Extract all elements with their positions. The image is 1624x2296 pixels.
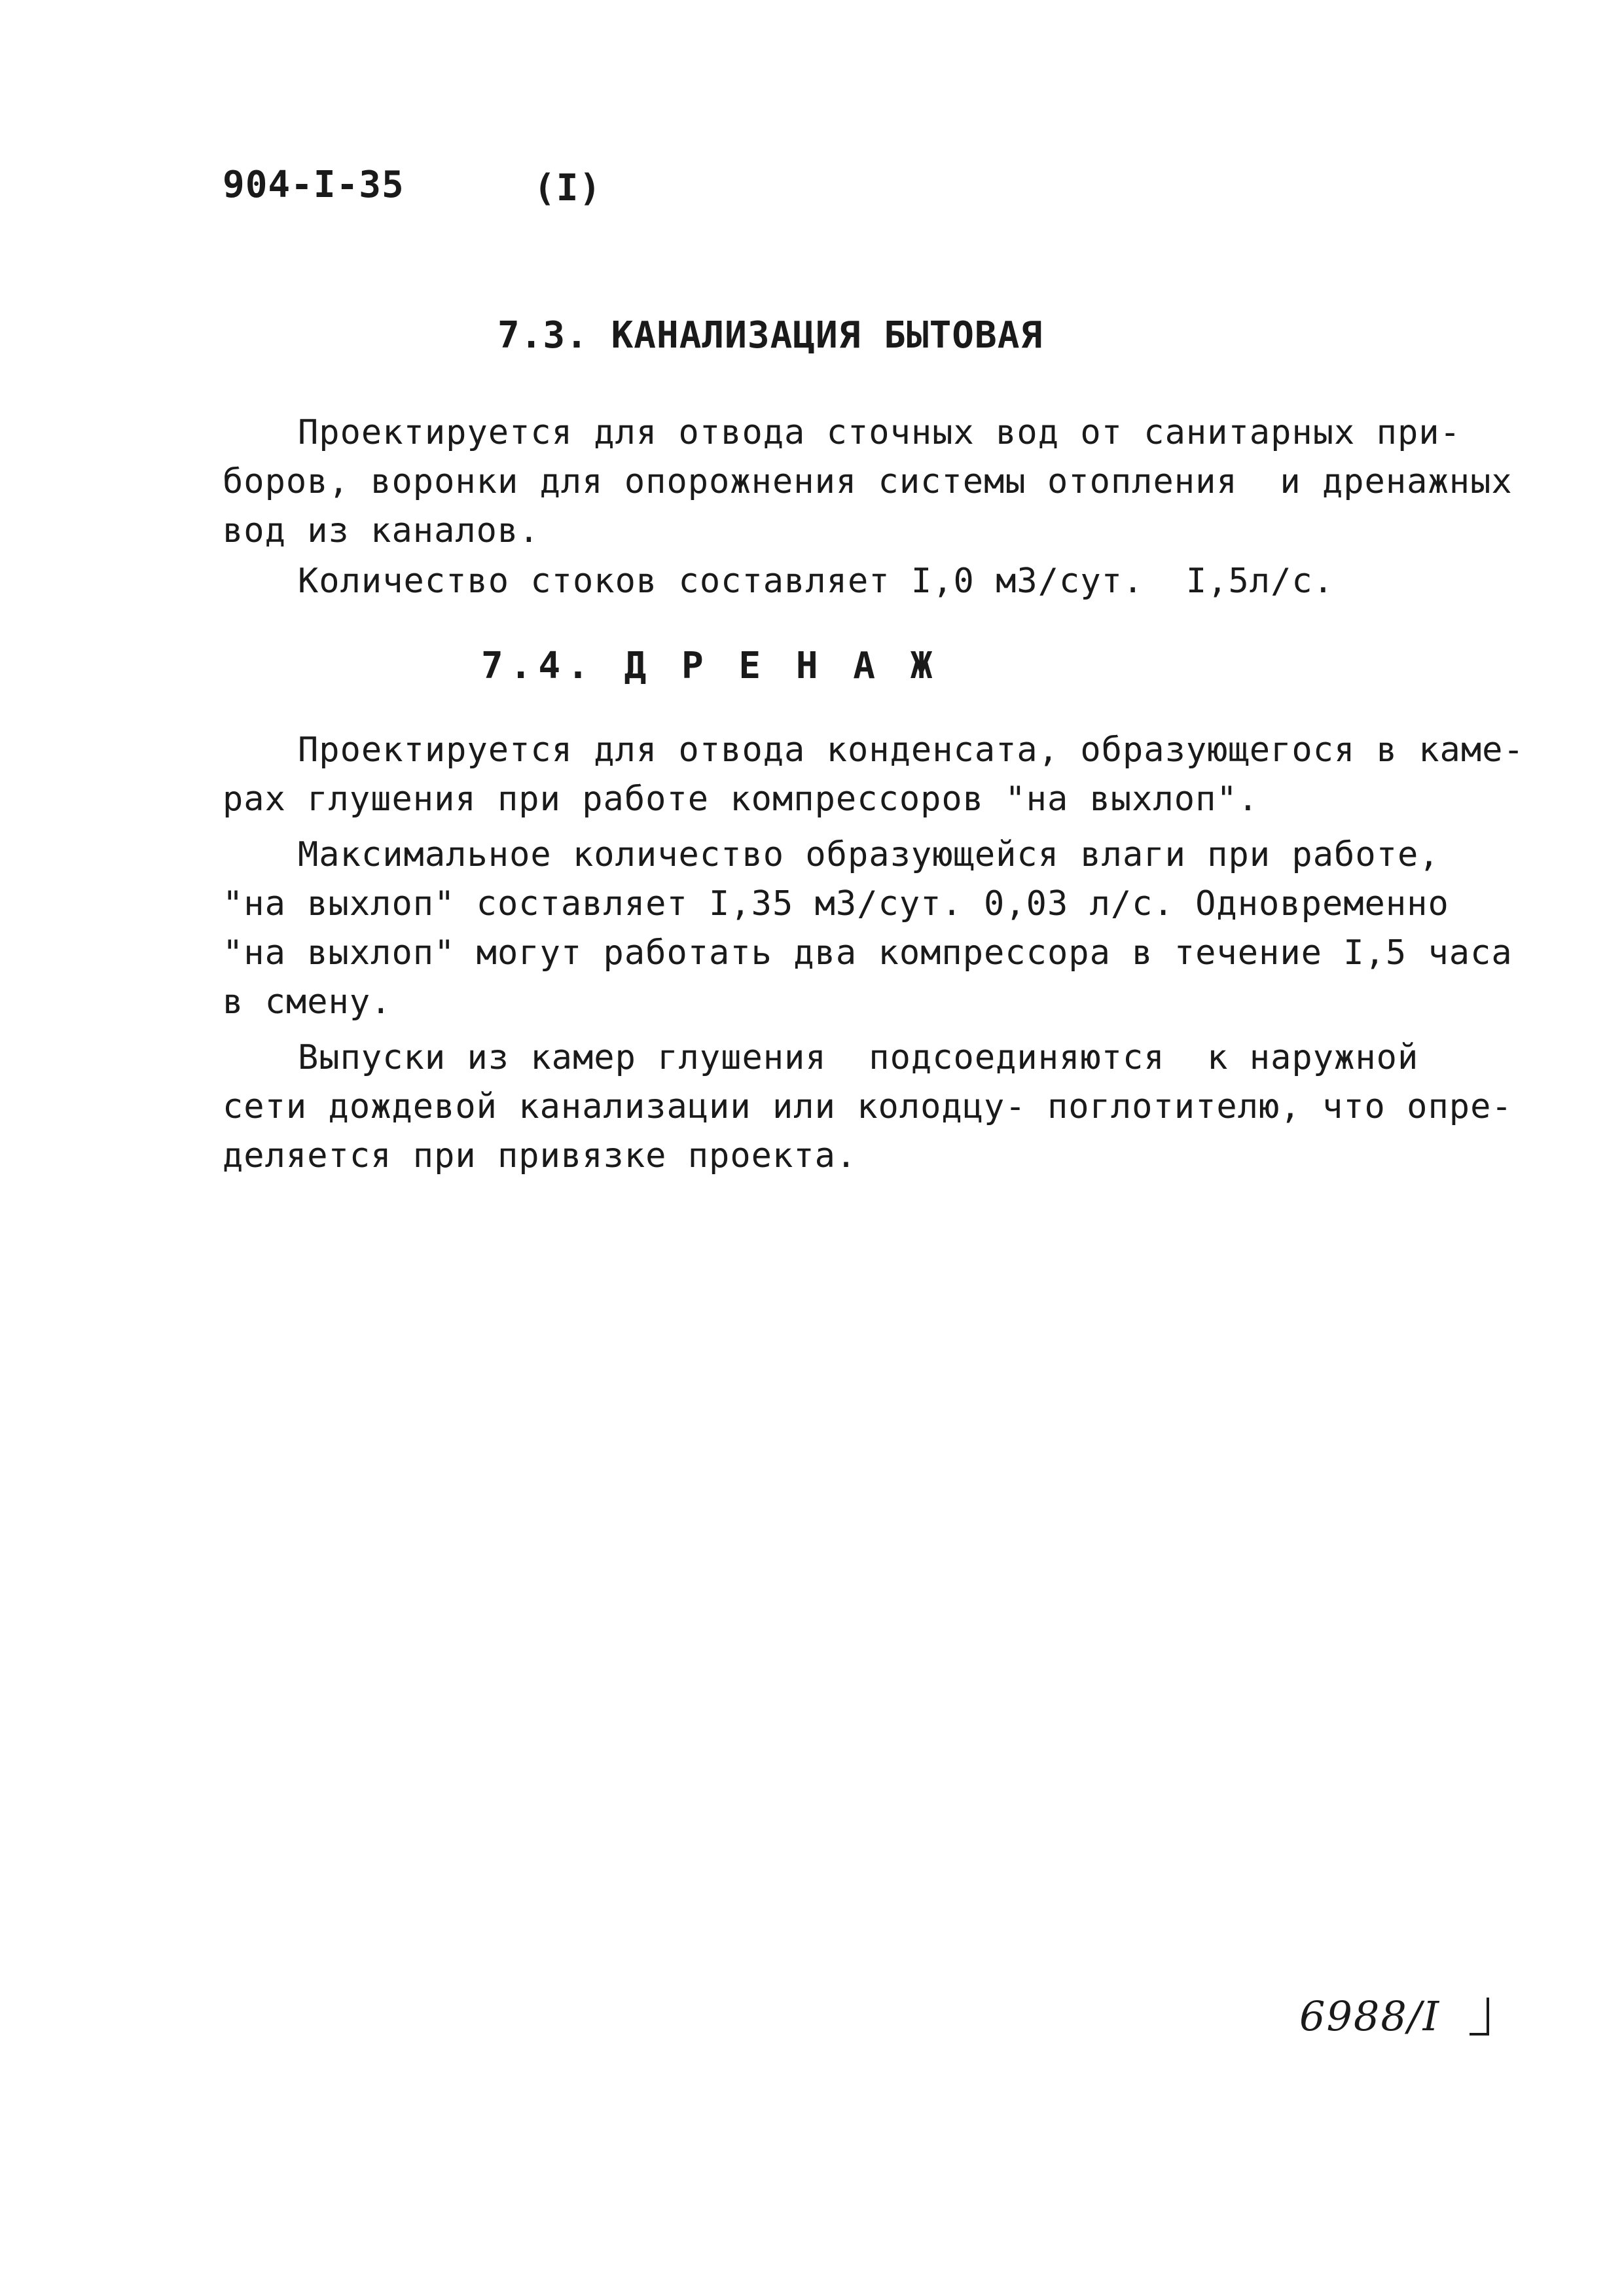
document-part-number: (I) xyxy=(533,167,602,209)
section-7-3-line: вод из каналов. xyxy=(223,511,540,550)
sheet-corner-mark xyxy=(1470,1998,1496,2036)
section-7-4-paragraph-3-line: сети дождевой канализации или колодцу- поглотителю, что опре- xyxy=(223,1087,1513,1126)
section-7-4-title: 7.4. Д Р Е Н А Ж xyxy=(481,645,939,687)
section-7-4-paragraph-2-line: "на выхлоп" могут работать два компрессора в течение I,5 часа xyxy=(223,933,1513,973)
section-7-4-paragraph-1-line: Проектируется для отвода конденсата, образующегося в каме- xyxy=(298,730,1525,770)
section-7-4-paragraph-2-line: "на выхлоп" составляет I,35 м3/сут. 0,03 л/с. Одновременно xyxy=(223,884,1449,924)
section-7-4-paragraph-3-line: Выпуски из камер глушения подсоединяются к наружной xyxy=(298,1038,1419,1077)
section-7-3-title: 7.3. КАНАЛИЗАЦИЯ БЫТОВАЯ xyxy=(497,314,1043,357)
section-7-3-line: боров, воронки для опорожнения системы отопления и дренажных xyxy=(223,462,1513,501)
section-7-4-paragraph-2-line: в смену. xyxy=(223,982,392,1022)
sheet-number: 6988/I xyxy=(1299,1992,1441,2040)
document-code: 904-I-35 xyxy=(223,164,405,206)
section-7-3-line: Количество стоков составляет I,0 м3/сут. I,5л/с. xyxy=(298,562,1335,601)
section-7-4-paragraph-3-line: деляется при привязке проекта. xyxy=(223,1136,857,1175)
corner-mark-vertical-stroke xyxy=(1487,1998,1489,2036)
corner-mark-horizontal-stroke xyxy=(1470,2033,1489,2036)
section-7-4-paragraph-2-line: Максимальное количество образующейся влаги при работе, xyxy=(298,835,1440,874)
section-7-4-paragraph-1-line: рах глушения при работе компрессоров "на выхлоп". xyxy=(223,780,1259,819)
section-7-3-line: Проектируется для отвода сточных вод от санитарных при- xyxy=(298,413,1461,452)
